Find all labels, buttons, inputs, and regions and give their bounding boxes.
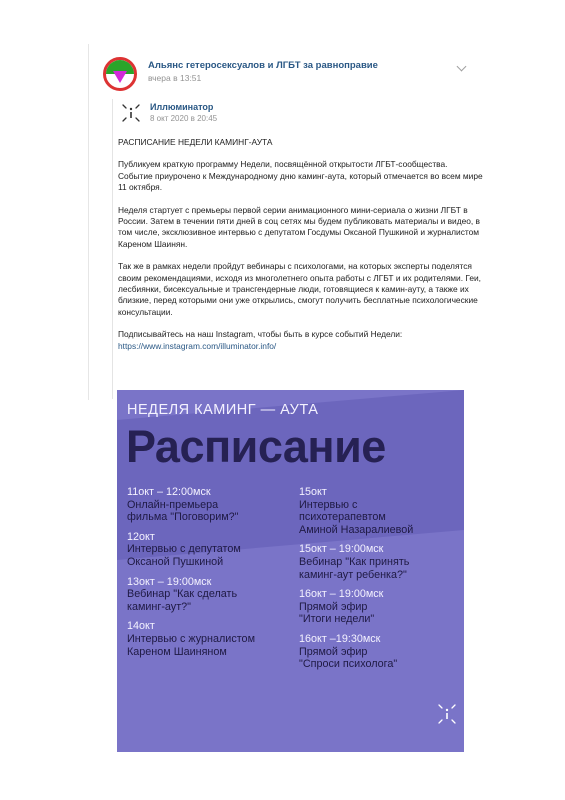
- schedule-desc: Интервью с депутатом Оксаной Пушкиной: [127, 543, 241, 568]
- schedule-item: [127, 620, 299, 658]
- schedule-desc: Онлайн-премьера фильма "Поговорим?": [127, 498, 239, 524]
- schedule-item: [127, 531, 299, 569]
- schedule-desc: Вебинар "Как принять каминг-аут ребенка?": [299, 555, 410, 581]
- post-paragraph: Подписывайтесь на наш Instagram, чтобы быть в курсе событий Недели:: [118, 329, 403, 340]
- post-heading: РАСПИСАНИЕ НЕДЕЛИ КАМИНГ-АУТА: [118, 137, 273, 147]
- group-avatar-icon[interactable]: [103, 57, 137, 91]
- post-paragraph: Так же в рамках недели пройдут вебинары с психологами, на которых эксперты поделятся своим рекомендациями, исходя из многолетнего опыта работы с ЛГБТ и их родителями. Геи, лесбиянки, бисексуальные и трансгендерные люди, готовящиеся к камин-ауту, а также их близкие, перед которыми они уже открылись, смогут получить бесплатные психологические консультации.: [118, 261, 482, 317]
- repost-divider: [112, 99, 113, 399]
- schedule-item: [299, 633, 459, 671]
- post-paragraph: Публикуем краткую программу Недели, посвящённой открытости ЛГБТ-сообщества. Событие приурочено к Международному дню каминг-аута, который отмечается во всем мире 11 октября.: [118, 159, 483, 193]
- schedule-desc: Вебинар "Как сделать каминг-аут?": [127, 588, 238, 613]
- illuminator-logo-icon: [437, 702, 457, 726]
- source-name-link[interactable]: Иллюминатор: [150, 102, 214, 112]
- group-name-link[interactable]: Альянс гетеросексуалов и ЛГБТ за равноправие: [148, 60, 378, 71]
- schedule-date: 16окт –19:30мск: [299, 632, 381, 645]
- schedule-item: [299, 486, 459, 536]
- schedule-date: 16окт – 19:00мск: [299, 588, 384, 601]
- schedule-desc: Прямой эфир "Спроси психолога": [299, 645, 398, 671]
- schedule-date: 13окт – 19:00мск: [127, 575, 212, 588]
- schedule-item: [127, 486, 299, 524]
- schedule-date: 15окт – 19:00мск: [299, 543, 384, 556]
- vk-post: [88, 44, 488, 756]
- group-post-time[interactable]: вчера в 13:51: [148, 73, 202, 83]
- avatar-triangle-icon: [113, 71, 127, 83]
- post-paragraph: Неделя стартует с премьеры первой серии анимационного мини-сериала о жизни ЛГБТ в России. Затем в течении пяти дней в соц сетях мы будем публиковать материалы и видео, в том числе, эксклюзивное интервью с депутатом Госдумы Оксаной Пушкиной и журналистом Кареном Шаинян.: [118, 204, 481, 249]
- schedule-date: 12окт: [127, 530, 155, 543]
- schedule-left-column: [127, 486, 299, 665]
- schedule-item: [299, 588, 459, 626]
- schedule-date: 14окт: [127, 620, 155, 633]
- instagram-link[interactable]: https://www.instagram.com/illuminator.info/: [118, 340, 277, 351]
- schedule-date: 15окт: [299, 486, 327, 498]
- schedule-date: 11окт – 12:00мск: [127, 486, 211, 498]
- schedule-desc: Интервью с журналистом Кареном Шаиняном: [127, 632, 255, 658]
- illuminator-logo-icon[interactable]: [120, 102, 142, 124]
- poster-title: Расписание: [126, 421, 386, 472]
- post-body: [118, 137, 483, 352]
- schedule-desc: Интервью с психотерапевтом Аминой Назаралиевой: [299, 498, 414, 536]
- source-post-time[interactable]: 8 окт 2020 в 20:45: [150, 114, 218, 123]
- post-paragraph-with-link: [118, 329, 483, 352]
- schedule-right-column: [299, 486, 459, 678]
- schedule-poster-image[interactable]: [117, 390, 464, 752]
- schedule-item: [127, 576, 299, 614]
- schedule-desc: Прямой эфир "Итоги недели": [299, 600, 375, 626]
- poster-week-label: НЕДЕЛЯ КАМИНГ — АУТА: [127, 402, 319, 418]
- schedule-item: [299, 543, 459, 581]
